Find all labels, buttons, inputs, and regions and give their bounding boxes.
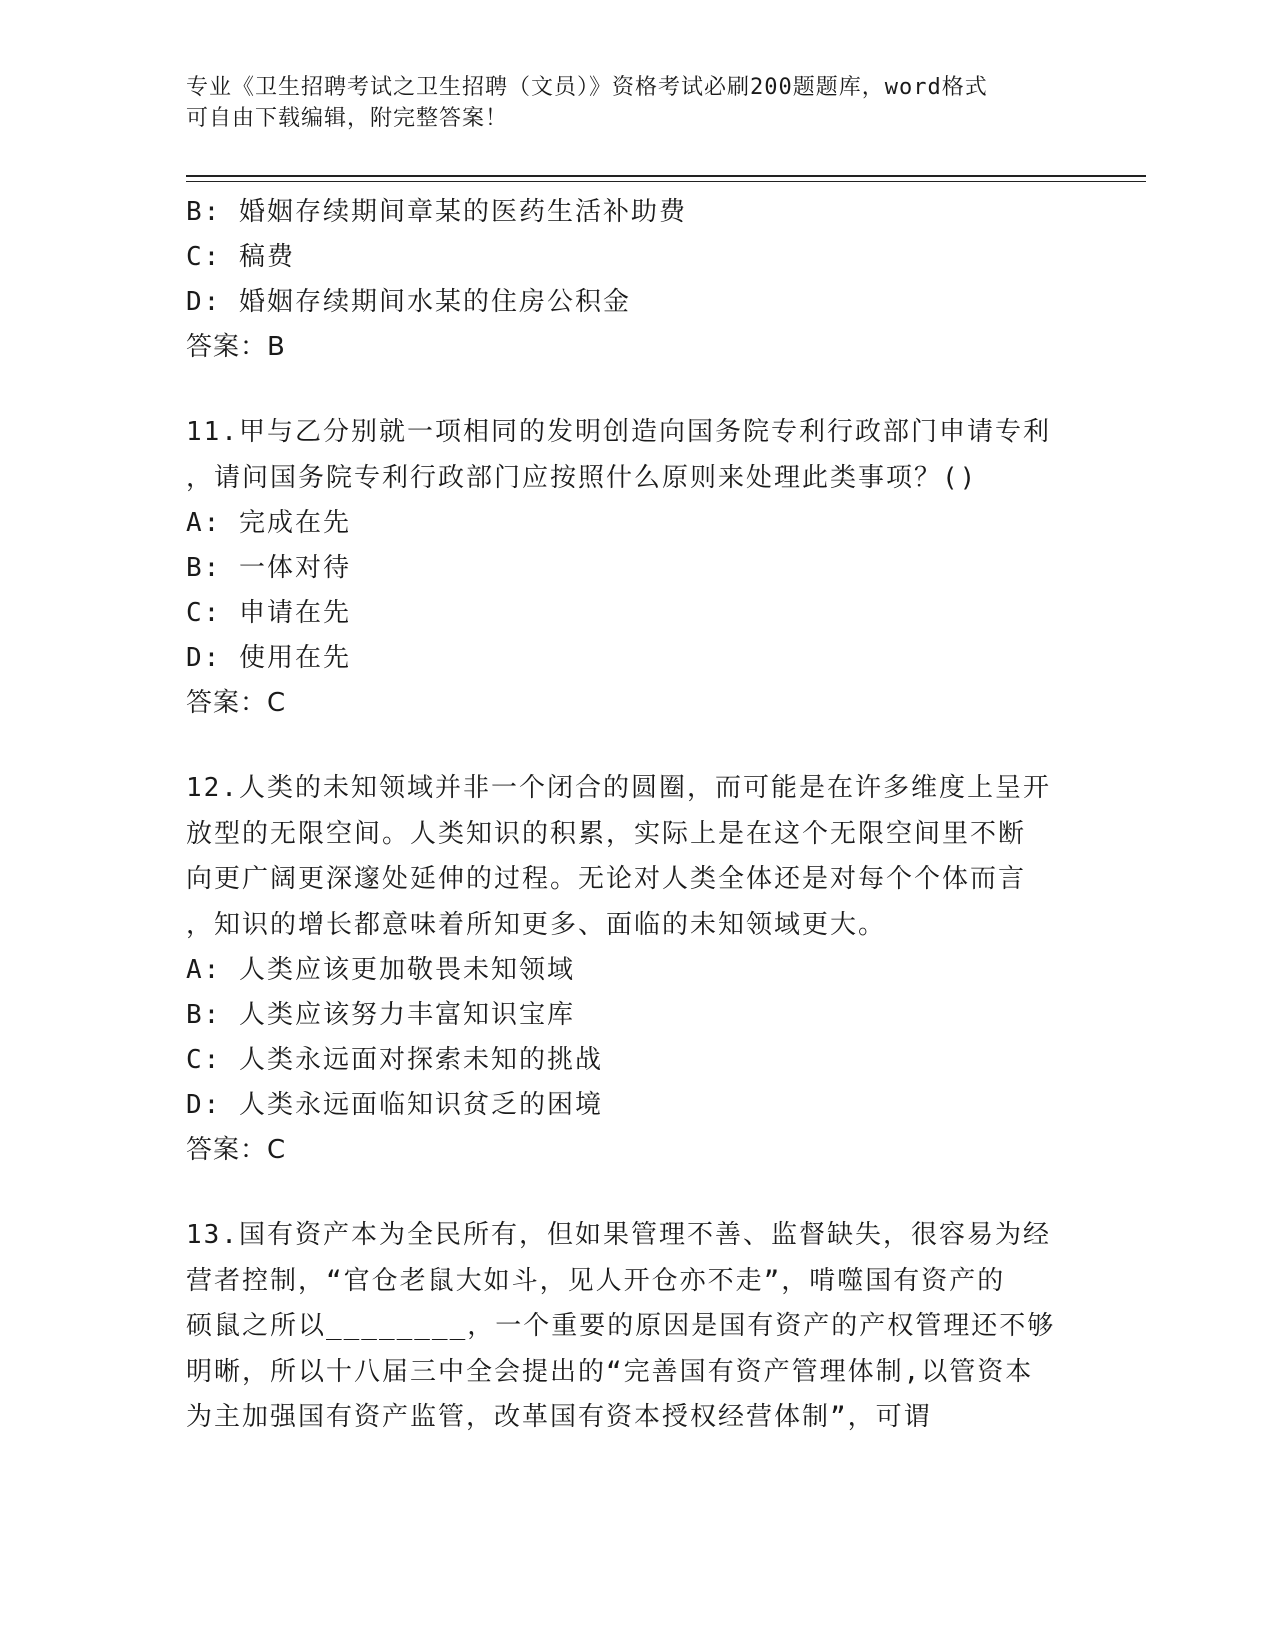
question-text-line: 放型的无限空间。人类知识的积累，实际上是在这个无限空间里不断 [186,818,1027,849]
option-d: D: 人类永远面临知识贫乏的困境 [186,1090,603,1120]
option-c: C: 稿费 [186,242,295,272]
header-divider-thin [186,181,1146,182]
question-block-13 [186,1213,1076,1441]
question-block-11 [186,410,1076,726]
question-text-line: 13.国有资产本为全民所有，但如果管理不善、监督缺失，很容易为经 [186,1220,1051,1250]
option-d: D: 使用在先 [186,643,351,673]
answer-line: 答案：C [186,688,287,718]
question-text-line: 11.甲与乙分别就一项相同的发明创造向国务院专利行政部门申请专利 [186,417,1051,447]
question-block-12 [186,766,1076,1173]
option-c: C: 申请在先 [186,598,351,628]
option-a: A: 完成在先 [186,508,351,538]
question-text-line: ，请问国务院专利行政部门应按照什么原则来处理此类事项？() [186,462,978,493]
question-text-line: 营者控制，“官仓老鼠大如斗，见人开仓亦不走”，啃噬国有资产的 [186,1265,1006,1296]
question-text-line: ，知识的增长都意味着所知更多、面临的未知领域更大。 [186,909,887,940]
option-c: C: 人类永远面对探索未知的挑战 [186,1045,603,1075]
answer-line: 答案：C [186,1135,287,1165]
option-b: B: 一体对待 [186,553,351,583]
answer-line: 答案：B [186,332,286,362]
header-line-2: 可自由下载编辑，附完整答案！ [186,106,509,131]
option-b: B: 人类应该努力丰富知识宝库 [186,1000,575,1030]
option-a: A: 人类应该更加敬畏未知领域 [186,955,575,985]
question-text-line: 明晰，所以十八届三中全会提出的“完善国有资产管理体制,以管资本 [186,1356,1034,1387]
question-text-line: 为主加强国有资产监管，改革国有资本授权经营体制”，可谓 [186,1402,932,1432]
header-line-1: 专业《卫生招聘考试之卫生招聘（文员）》资格考试必刷200题题库，word格式 [186,75,988,100]
document-header [186,72,1066,134]
option-b: B: 婚姻存续期间章某的医药生活补助费 [186,197,687,227]
question-text-line: 12.人类的未知领域并非一个闭合的圆圈，而可能是在许多维度上呈开 [186,773,1051,803]
question-text-line: 硕鼠之所以________，一个重要的原因是国有资产的产权管理还不够 [186,1311,1056,1341]
question-text-line: 向更广阔更深邃处延伸的过程。无论对人类全体还是对每个个体而言 [186,864,1027,894]
document-body [186,190,1076,1441]
question-block-10 [186,190,1076,370]
option-d: D: 婚姻存续期间水某的住房公积金 [186,287,631,317]
header-divider-thick [186,175,1146,177]
